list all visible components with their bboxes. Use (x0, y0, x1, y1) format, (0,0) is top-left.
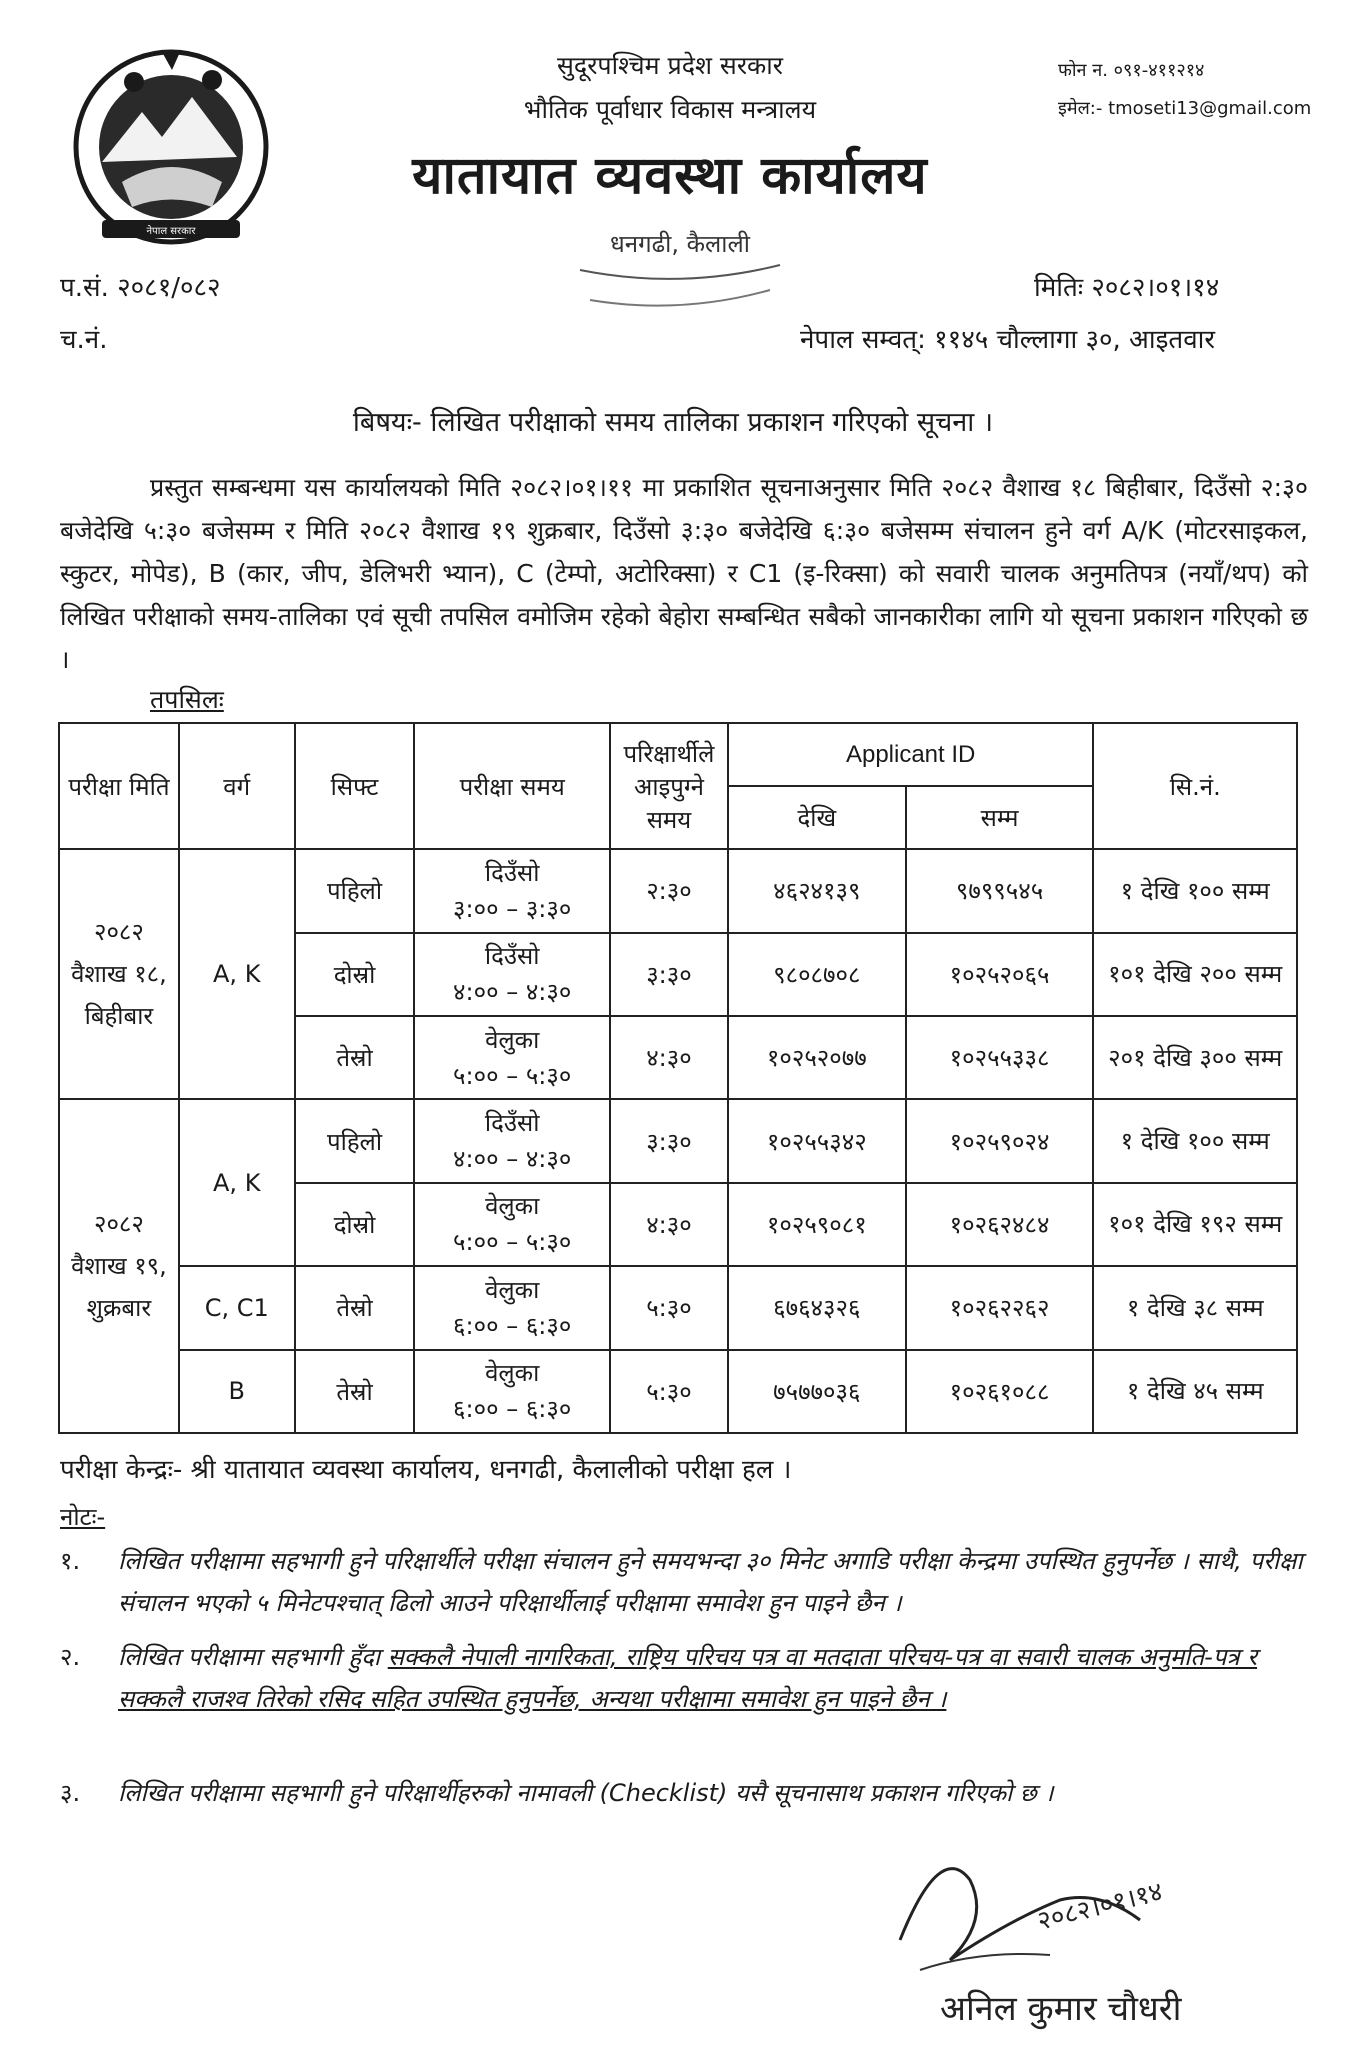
header-id-to: सम्म (906, 786, 1094, 849)
header-shift: सिफ्ट (295, 723, 415, 849)
row-shift: तेस्रो (295, 1350, 415, 1433)
svg-text:नेपाल सरकार: नेपाल सरकार (146, 226, 196, 237)
row-serial: १ देखि ३८ सम्म (1093, 1266, 1297, 1349)
table-row (59, 1099, 1297, 1182)
note-item (60, 1636, 1310, 1720)
svg-text:अनिल कुमार चौधरी: अनिल कुमार चौधरी (940, 1989, 1182, 2029)
row-serial: १०१ देखि २०० सम्म (1093, 933, 1297, 1016)
exam-date-day2: २०८२ वैशाख १९, शुक्रबार (59, 1099, 179, 1433)
office-title: यातायात व्यवस्था कार्यालय (412, 146, 928, 206)
svg-text:धनगढी, कैलाली: धनगढी, कैलाली (610, 230, 750, 258)
row-exam-time: वेलुका ५:०० – ५:३० (414, 1183, 610, 1266)
row-serial: १०१ देखि १९२ सम्म (1093, 1183, 1297, 1266)
row-shift: तेस्रो (295, 1266, 415, 1349)
header-report-time: परिक्षार्थीले आइपुग्ने समय (610, 723, 728, 849)
row-report-time: ५:३० (610, 1266, 728, 1349)
row-id-from: ७५७७०३६ (728, 1350, 906, 1433)
details-label: तपसिलः (150, 685, 224, 714)
header-exam-time: परीक्षा समय (414, 723, 610, 849)
note-item (60, 1772, 1310, 1814)
row-shift: तेस्रो (295, 1016, 415, 1099)
note-text: लिखित परीक्षामा सहभागी हुने परिक्षार्थीहरुको नामावली (Checklist) यसै सूचनासाथ प्रकाशन गरिएको छ । (118, 1779, 1054, 1807)
row-exam-time: वेलुका ६:०० – ६:३० (414, 1350, 610, 1433)
header-applicant-id: Applicant ID (728, 723, 1094, 786)
government-line: सुदूरपश्चिम प्रदेश सरकार (557, 51, 783, 80)
phone-number: फोन न. ०९१-४११२१४ (1058, 60, 1205, 81)
row-exam-time: दिउँसो ४:०० – ४:३० (414, 933, 610, 1016)
row-shift: पहिलो (295, 849, 415, 932)
row-id-to: १०२६२४८४ (906, 1183, 1094, 1266)
header-serial: सि.नं. (1093, 723, 1297, 849)
row-exam-time: दिउँसो ४:०० – ४:३० (414, 1099, 610, 1182)
row-category: B (179, 1350, 295, 1433)
row-shift: दोस्रो (295, 1183, 415, 1266)
exam-center: परीक्षा केन्द्रः- श्री यातायात व्यवस्था कार्यालय, धनगढी, कैलालीको परीक्षा हल । (60, 1455, 792, 1485)
exam-schedule-table (58, 722, 1298, 1434)
dispatch-number: च.नं. (60, 325, 108, 355)
office-stamp (560, 210, 800, 330)
row-id-to: १०२६२२६२ (906, 1266, 1094, 1349)
notice-date: मितिः २०८२।०१।१४ (1034, 273, 1220, 303)
row-report-time: ५:३० (610, 1350, 728, 1433)
row-id-to: १०२६१०८८ (906, 1350, 1094, 1433)
note-item (60, 1540, 1310, 1624)
row-id-from: ९८०८७०८ (728, 933, 906, 1016)
row-serial: २०१ देखि ३०० सम्म (1093, 1016, 1297, 1099)
email-address: इमेल:- tmoseti13@gmail.com (1058, 98, 1312, 119)
header-exam-date: परीक्षा मिति (59, 723, 179, 849)
notice-subject: बिषयः- लिखित परीक्षाको समय तालिका प्रकाशन गरिएको सूचना । (352, 407, 994, 438)
row-id-from: १०२५९०८१ (728, 1183, 906, 1266)
notice-body: प्रस्तुत सम्बन्धमा यस कार्यालयको मिति २०८२।०१।११ मा प्रकाशित सूचनाअनुसार मिति २०८२ वैशाख १८ बिहीबार, दिउँसो २:३० बजेदेखि ५:३० बजेसम्म र मिति २०८२ वैशाख १९ शुक्रबार, दिउँसो ३:३० बजेदेखि ६:३० बजेसम्म संचालन हुने वर्ग A/K (मोटरसाइकल, स्कुटर, मोपेड), B (कार, जीप, डेलिभरी भ्यान), C (टेम्पो, अटोरिक्सा) र C1 (इ-रिक्सा) को सवारी चालक अनुमतिपत्र (नयाँ/थप) को लिखित परीक्षाको समय-तालिका एवं सूची तपसिल वमोजिम रहेको बेहोरा सम्बन्धित सबैको जानकारीका लागि यो सूचना प्रकाशन गरिएको छ । (60, 473, 1308, 674)
row-report-time: २:३० (610, 849, 728, 932)
note-number: २. (60, 1643, 81, 1671)
row-id-from: १०२५२०७७ (728, 1016, 906, 1099)
note-text: लिखित परीक्षामा सहभागी हुँदा सक्कलै नेपाली नागरिकता, राष्ट्रिय परिचय पत्र वा मतदाता परिचय-पत्र वा सवारी चालक अनुमति-पत्र र सक्कलै राजश्व तिरेको रसिद सहित उपस्थित हुनुपर्नेछ, अन्यथा परीक्षामा समावेश हुन पाइने छैन । (118, 1643, 1258, 1713)
svg-text:२०८२।०१।१४: २०८२।०१।१४ (1034, 1876, 1166, 1937)
table-row (59, 1266, 1297, 1349)
table-row (59, 849, 1297, 932)
row-id-from: ४६२४१३९ (728, 849, 906, 932)
notes-title: नोटः- (60, 1503, 106, 1531)
row-exam-time: वेलुका ५:०० – ५:३० (414, 1016, 610, 1099)
row-exam-time: वेलुका ६:०० – ६:३० (414, 1266, 610, 1349)
row-report-time: ३:३० (610, 933, 728, 1016)
row-report-time: ४:३० (610, 1016, 728, 1099)
note-text: लिखित परीक्षामा सहभागी हुने परिक्षार्थीले परीक्षा संचालन हुने समयभन्दा ३० मिनेट अगाडि परीक्षा केन्द्रमा उपस्थित हुनुपर्नेछ । साथै, परीक्षा संचालन भएको ५ मिनेटपश्चात् ढिलो आउने परिक्षार्थीलाई परीक्षामा समावेश हुन पाइने छैन । (118, 1547, 1303, 1617)
row-serial: १ देखि १०० सम्म (1093, 849, 1297, 932)
row-id-from: ६७६४३२६ (728, 1266, 906, 1349)
row-serial: १ देखि ४५ सम्म (1093, 1350, 1297, 1433)
row-category: A, K (179, 1099, 295, 1266)
row-id-to: १०२५२०६५ (906, 933, 1094, 1016)
header-category: वर्ग (179, 723, 295, 849)
row-shift: पहिलो (295, 1099, 415, 1182)
row-shift: दोस्रो (295, 933, 415, 1016)
row-id-to: १०२५९०२४ (906, 1099, 1094, 1182)
row-id-to: ९७९९५४५ (906, 849, 1094, 932)
nepal-sambat-date: नेपाल सम्वत्: ११४५ चौल्लागा ३०, आइतवार (800, 325, 1216, 355)
row-category: C, C1 (179, 1266, 295, 1349)
row-report-time: ४:३० (610, 1183, 728, 1266)
ministry-line: भौतिक पूर्वाधार विकास मन्त्रालय (523, 95, 817, 124)
row-exam-time: दिउँसो ३:०० – ३:३० (414, 849, 610, 932)
row-report-time: ३:३० (610, 1099, 728, 1182)
row-serial: १ देखि १०० सम्म (1093, 1099, 1297, 1182)
nepal-emblem-logo (62, 42, 280, 252)
officer-signature (860, 1820, 1220, 2048)
reference-number: प.सं. २०८१/०८२ (60, 273, 221, 303)
row-id-to: १०२५५३३८ (906, 1016, 1094, 1099)
note-number: १. (60, 1547, 81, 1575)
header-id-from: देखि (728, 786, 906, 849)
table-row (59, 1350, 1297, 1433)
row-category: A, K (179, 849, 295, 1099)
note-underlined-text: सक्कलै नेपाली नागरिकता, राष्ट्रिय परिचय पत्र वा मतदाता परिचय-पत्र वा सवारी चालक अनुमति-पत्र र सक्कलै राजश्व तिरेको रसिद सहित उपस्थित हुनुपर्नेछ, अन्यथा परीक्षामा समावेश हुन पाइने छैन । (118, 1643, 1258, 1713)
exam-date-day1: २०८२ वैशाख १८, बिहीबार (59, 849, 179, 1099)
note-number: ३. (60, 1779, 81, 1807)
row-id-from: १०२५५३४२ (728, 1099, 906, 1182)
